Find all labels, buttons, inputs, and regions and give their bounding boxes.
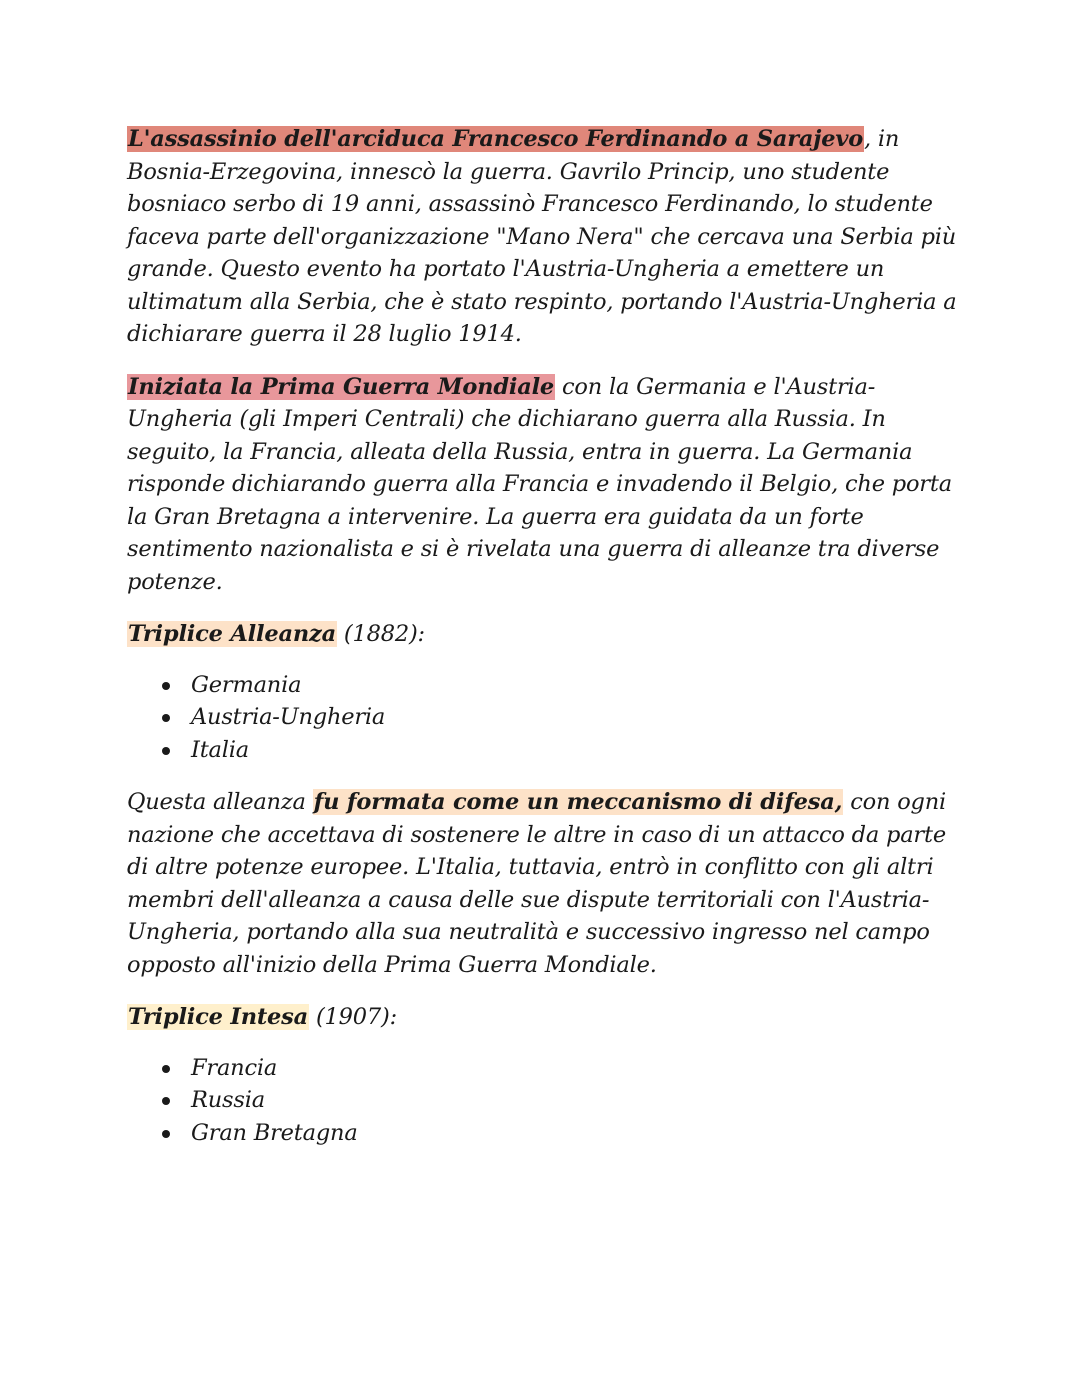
highlight-defense: fu formata come un meccanismo di difesa, — [313, 789, 843, 815]
highlight-war-start: Iniziata la Prima Guerra Mondiale — [128, 373, 555, 400]
paragraph-war-start — [127, 371, 957, 599]
list-item — [127, 1117, 957, 1150]
triplice-alleanza-year: (1882): — [336, 621, 425, 647]
list-item-label: Francia — [191, 1054, 278, 1081]
heading-triplice-intesa — [127, 1001, 957, 1034]
bullet-icon — [162, 682, 170, 690]
document-page — [127, 123, 957, 1169]
bullet-icon — [162, 1130, 170, 1138]
list-item-label: Austria-Ungheria — [191, 704, 386, 730]
paragraph-assassination-text: , in Bosnia-Erzegovina, innescò la guerra. Gavrilo Princip, uno studente bosniaco serbo di 19 anni, assassinò Francesco Ferdinando, lo studente faceva parte dell'organizzazione "Mano Nera" che cercava una Serbia più grande. Questo evento ha portato l'Austria-Ungheria a emettere un ultimatum alla Serbia, che è stato respinto, portando l'Austria-Ungheria a dichiarare guerra il 28 luglio 1914. — [127, 126, 957, 347]
list-item-label: Italia — [191, 736, 249, 763]
triplice-intesa-year: (1907): — [309, 1004, 397, 1030]
bullet-icon — [162, 714, 170, 722]
paragraph-war-start-text: con la Germania e l'Austria-Ungheria (gli Imperi Centrali) che dichiarano guerra alla Russia. In seguito, la Francia, alleata della Russia, entra in guerra. La Germania risponde dichiarando guerra alla Francia e invadendo il Belgio, che porta la Gran Bretagna a intervenire. La guerra era guidata da un forte sentimento nazionalista e si è rivelata una guerra di alleanze tra diverse potenze. — [127, 373, 952, 595]
list-triplice-alleanza — [127, 669, 957, 767]
list-item-label: Russia — [191, 1087, 265, 1113]
list-item — [127, 1084, 957, 1117]
paragraph-assassination — [127, 123, 957, 351]
highlight-triplice-alleanza: Triplice Alleanza — [128, 621, 336, 647]
heading-triplice-alleanza — [127, 618, 957, 651]
list-item — [127, 701, 957, 734]
highlight-assassination: L'assassinio dell'arciduca Francesco Ferdinando a Sarajevo — [128, 126, 864, 152]
list-item-label: Germania — [191, 671, 302, 698]
bullet-icon — [162, 1065, 170, 1073]
paragraph-alleanza-defense-intro: Questa alleanza — [127, 789, 313, 815]
bullet-icon — [162, 747, 170, 755]
list-item — [127, 1052, 957, 1085]
paragraph-alleanza-defense-text: con ogni nazione che accettava di sostenere le altre in caso di un attacco da parte di altre potenze europee. L'Italia, tuttavia, entrò in conflitto con gli altri membri dell'alleanza a causa delle sue dispute territoriali con l'Austria-Ungheria, portando alla sua neutralità e successivo ingresso nel campo opposto all'inizio della Prima Guerra Mondiale. — [127, 789, 947, 978]
list-item — [127, 734, 957, 767]
bullet-icon — [162, 1097, 170, 1105]
list-item — [127, 669, 957, 702]
list-triplice-intesa — [127, 1052, 957, 1150]
highlight-triplice-intesa: Triplice Intesa — [128, 1004, 309, 1030]
paragraph-alleanza-defense — [127, 786, 957, 981]
list-item-label: Gran Bretagna — [191, 1119, 358, 1146]
